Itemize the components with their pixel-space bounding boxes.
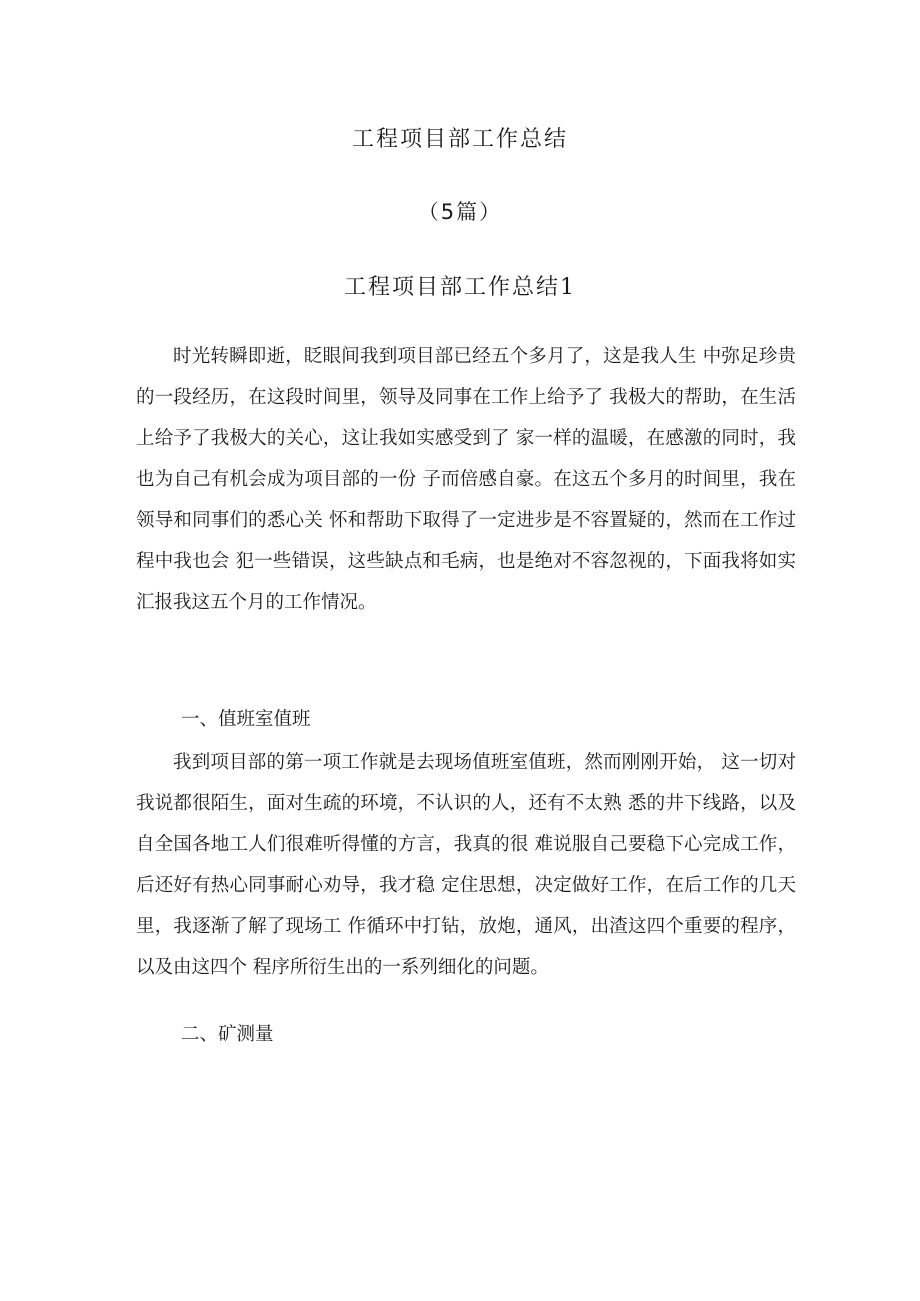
section-heading-duty-room: 一、值班室值班 — [181, 709, 311, 730]
document-subtitle: （5篇） — [417, 200, 503, 224]
duty-room-paragraph: 我到项目部的第一项工作就是去现场值班室值班，然而刚刚开始， 这一切对我说都很陌生，面对生疏的环境，不认识的人，还有不太熟 悉的井下线路，以及自全国各地工人们很难听得懂的方言，我真的很 难说服自己要稳下心完成工作，后还好有热心同事耐心劝导，我才稳 定住思想，决定做好工作，在后工作的几天里，我逐渐了解了现场工 作循环中打钻，放炮，通风，出渣这四个重要的程序，以及由这四个 程序所衍生出的一系列细化的问题。 — [136, 752, 796, 978]
document-title: 工程项目部工作总结 — [351, 127, 568, 152]
intro-paragraph: 时光转瞬即逝，眨眼间我到项目部已经五个多月了，这是我人生 中弥足珍贵的一段经历，在这段时间里，领导及同事在工作上给予了 我极大的帮助，在生活上给予了我极大的关心，这让我如实感受到了 家一样的温暖，在感激的同时，我也为自己有机会成为项目部的一份 子而倍感自豪。在这五个多月的时间里，我在领导和同事们的悉心关 怀和帮助下取得了一定进步是不容置疑的，然而在工作过程中我也会 犯一些错误，这些缺点和毛病，也是绝对不容忽视的，下面我将如实 汇报我这五个月的工作情况。 — [136, 346, 796, 613]
section-heading-mine-survey: 二、矿测量 — [181, 1024, 274, 1045]
section-title: 工程项目部工作总结1 — [344, 275, 576, 300]
